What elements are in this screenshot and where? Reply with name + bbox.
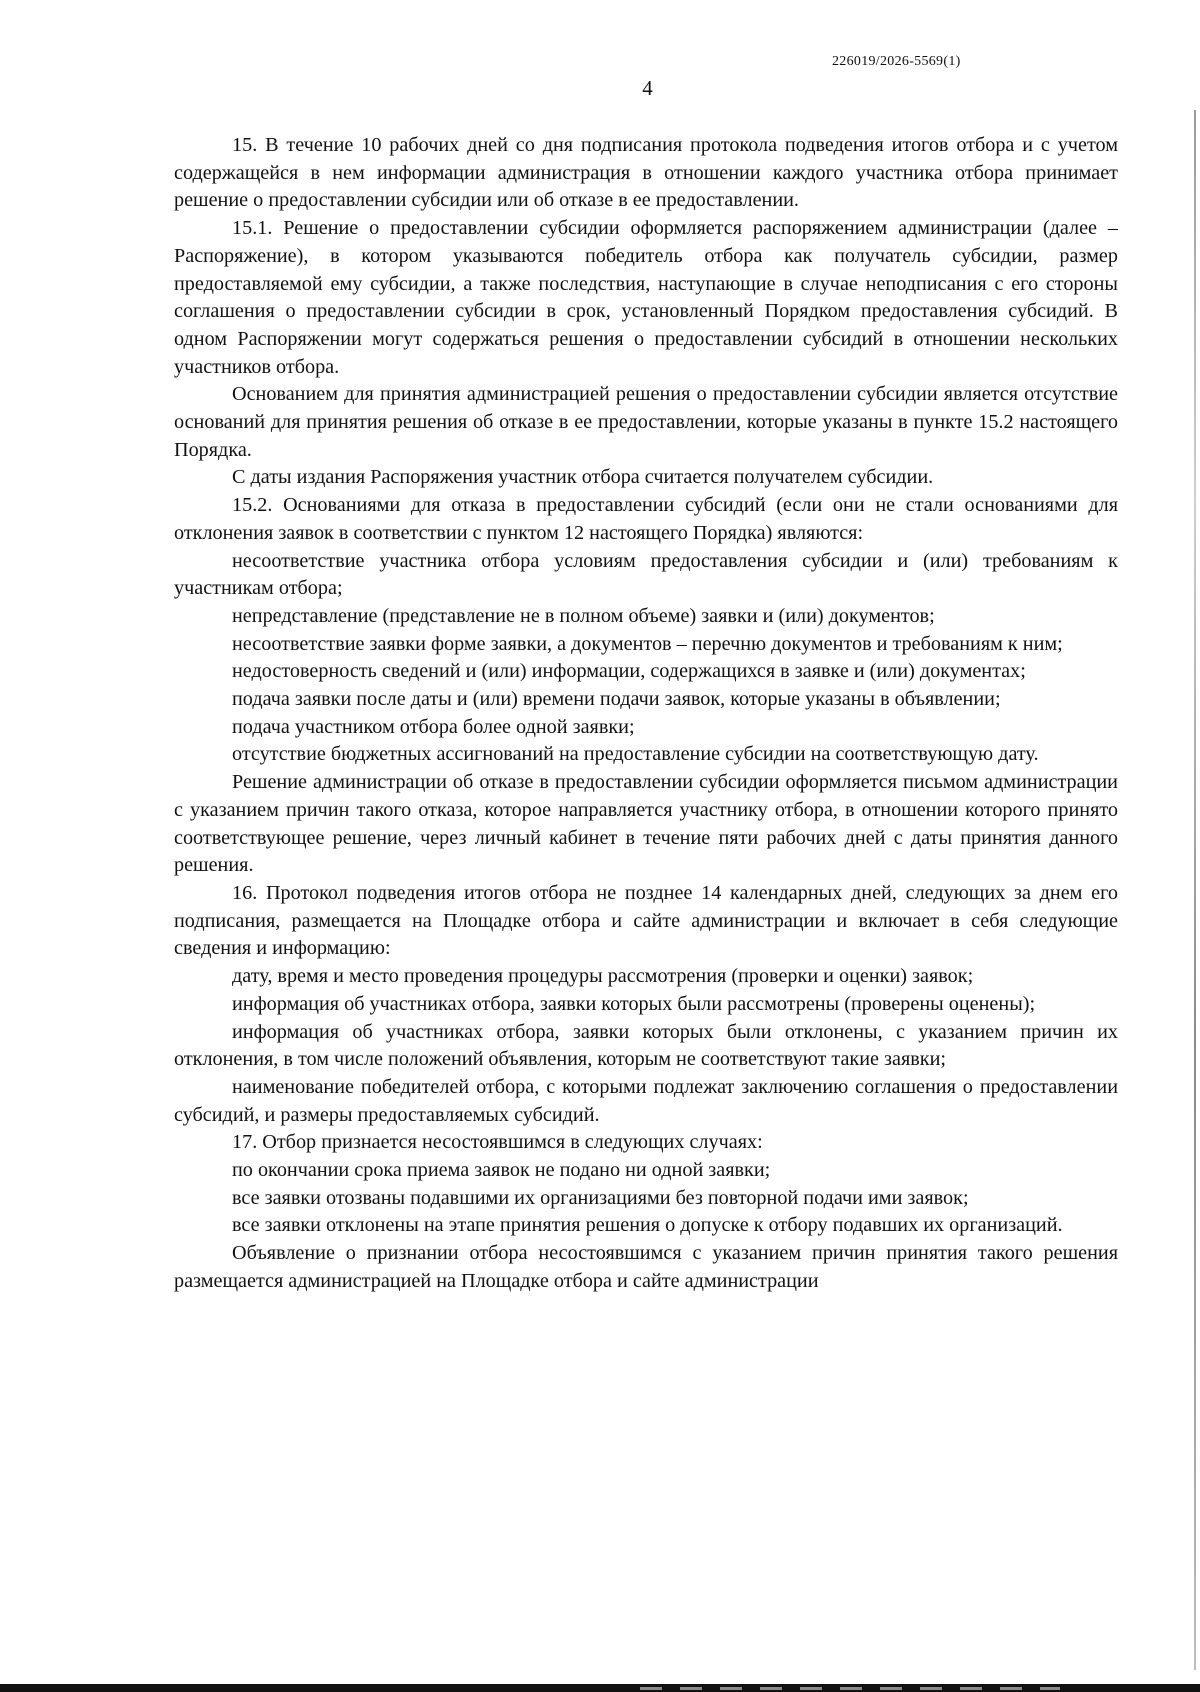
list-item: отсутствие бюджетных ассигнований на предоставление субсидии на соответствующую дату. — [232, 743, 1039, 766]
list-item: подача участником отбора более одной заявки; — [232, 715, 635, 738]
document-registration-number: 226019/2026-5569(1) — [832, 54, 961, 69]
list-item: недостоверность сведений и (или) информации, содержащихся в заявке и (или) документах; — [232, 660, 1026, 683]
list-item: информация об участниках отбора, заявки которых были отклонены, с указанием причин их отклонения, в том числе положений объявления, которым не соответствуют такие заявки; — [174, 1020, 1118, 1071]
list-item: несоответствие заявки форме заявки, а документов – перечню документов и требованиям к ним; — [232, 632, 1063, 655]
paragraph-recipient-status: С даты издания Распоряжения участник отбора считается получателем субсидии. — [232, 466, 934, 489]
list-item: все заявки отклонены на этапе принятия решения о допуске к отбору подавших их организаций. — [232, 1214, 1063, 1237]
paragraph-basis-for-decision: Основанием для принятия администрацией решения о предоставлении субсидии является отсутствие оснований для принятия решения об отказе в ее предоставлении, которые указаны в пункте 15.2 настоящего Порядка. — [174, 383, 1118, 461]
page-number: 4 — [642, 76, 653, 100]
list-item: несоответствие участника отбора условиям предоставления субсидии и (или) требованиям к участникам отбора; — [174, 549, 1118, 600]
paragraph-15: 15. В течение 10 рабочих дней со дня подписания протокола подведения итогов отбора и с учетом содержащейся в нем информации администрация в отношении каждого участника отбора принимает решение о предоставлении субсидии или об отказе в ее предоставлении. — [174, 134, 1118, 212]
list-item: по окончании срока приема заявок не подано ни одной заявки; — [232, 1159, 771, 1182]
paragraph-failed-selection-notice: Объявление о признании отбора несостоявшимся с указанием причин принятия такого решения размещается администрацией на Площадке отбора и сайте администрации — [174, 1242, 1118, 1292]
list-item: все заявки отозваны подавшими их организациями без повторной подачи ими заявок; — [232, 1186, 969, 1209]
list-item: дату, время и место проведения процедуры рассмотрения (проверки и оценки) заявок; — [232, 965, 974, 988]
list-item: непредставление (представление не в полном объеме) заявки и (или) документов; — [232, 604, 935, 627]
paragraph-refusal-letter: Решение администрации об отказе в предоставлении субсидии оформляется письмом администрации с указанием причин такого отказа, которое направляется участнику отбора, в отношении которого принято соответствующее решение, через личный кабинет в течение пяти рабочих дней с даты принятия данного решения. — [174, 771, 1118, 877]
scan-edge-line — [1194, 110, 1196, 1670]
list-item: информация об участниках отбора, заявки которых были рассмотрены (проверены оценены); — [232, 992, 1036, 1015]
list-item: подача заявки после даты и (или) времени подачи заявок, которые указаны в объявлении; — [232, 688, 1001, 711]
paragraph-16: 16. Протокол подведения итогов отбора не позднее 14 календарных дней, следующих за днем его подписания, размещается на Площадке отбора и сайте администрации и включает в себя следующие сведения и информацию: — [174, 881, 1118, 960]
scan-bottom-edge-gaps — [640, 1687, 1060, 1690]
paragraph-15-2: 15.2. Основаниями для отказа в предоставлении субсидий (если они не стали основаниями для отклонения заявок в соответствии с пунктом 12 настоящего Порядка) являются: — [174, 494, 1118, 544]
paragraph-15-1: 15.1. Решение о предоставлении субсидии оформляется распоряжением администрации (далее – Распоряжение), в котором указываются победитель отбора как получатель субсидии, размер предоставляемой ему субсидии, а также последствия, наступающие в случае неподписания с его стороны соглашения о предоставлении субсидии в срок, установленный Порядком предоставления субсидий. В одном Распоряжении могут содержаться решения о предоставлении субсидий в отношении нескольких участников отбора. — [174, 217, 1118, 378]
list-item: наименование победителей отбора, с которыми подлежат заключению соглашения о предоставлении субсидий, и размеры предоставляемых субсидий. — [174, 1075, 1118, 1126]
paragraph-17: 17. Отбор признается несостоявшимся в следующих случаях: — [232, 1131, 763, 1154]
document-body — [174, 132, 1118, 1296]
